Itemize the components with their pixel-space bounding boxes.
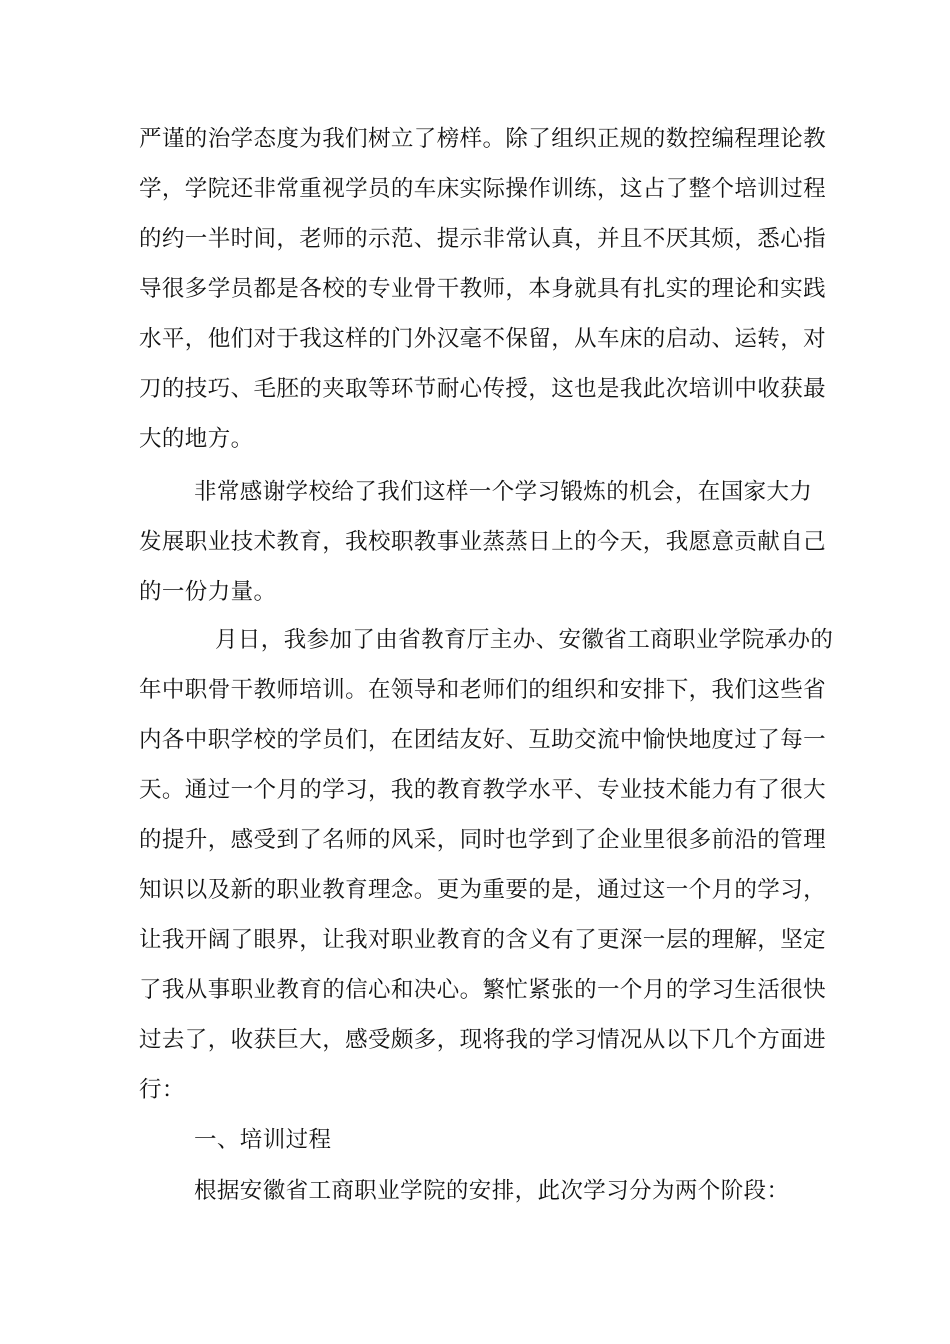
paragraph-line: 的一份力量。	[139, 579, 277, 605]
paragraph-line: 让我开阔了眼界，让我对职业教育的含义有了更深一层的理解，坚定	[139, 927, 827, 953]
paragraph-line: 非常感谢学校给了我们这样一个学习锻炼的机会，在国家大力	[194, 479, 813, 505]
paragraph-line: 月日，我参加了由省教育厅主办、安徽省工商职业学院承办的	[215, 627, 834, 653]
paragraph-line: 水平，他们对于我这样的门外汉毫不保留，从车床的启动、运转，对	[139, 326, 827, 352]
paragraph-line: 的约一半时间，老师的示范、提示非常认真，并且不厌其烦，悉心指	[139, 226, 827, 252]
paragraph-line: 刀的技巧、毛胚的夹取等环节耐心传授，这也是我此次培训中收获最	[139, 376, 827, 402]
paragraph-line: 学，学院还非常重视学员的车床实际操作训练，这占了整个培训过程	[139, 176, 827, 202]
paragraph-line: 过去了，收获巨大，感受颇多，现将我的学习情况从以下几个方面进	[139, 1027, 827, 1053]
paragraph-line: 行：	[139, 1077, 185, 1103]
paragraph-line: 年中职骨干教师培训。在领导和老师们的组织和安排下，我们这些省	[139, 677, 827, 703]
paragraph-line: 根据安徽省工商职业学院的安排，此次学习分为两个阶段：	[194, 1178, 790, 1204]
paragraph-line: 内各中职学校的学员们，在团结友好、互助交流中愉快地度过了每一	[139, 727, 827, 753]
paragraph-line: 知识以及新的职业教育理念。更为重要的是，通过这一个月的学习，	[139, 877, 827, 903]
paragraph-line: 了我从事职业教育的信心和决心。繁忙紧张的一个月的学习生活很快	[139, 977, 827, 1003]
paragraph-line: 导很多学员都是各校的专业骨干教师，本身就具有扎实的理论和实践	[139, 276, 827, 302]
paragraph-line: 发展职业技术教育，我校职教事业蒸蒸日上的今天，我愿意贡献自己	[139, 529, 827, 555]
section-heading: 一、培训过程	[194, 1127, 332, 1153]
paragraph-line: 大的地方。	[139, 426, 254, 452]
paragraph-line: 严谨的治学态度为我们树立了榜样。除了组织正规的数控编程理论教	[139, 126, 827, 152]
paragraph-line: 的提升，感受到了名师的风采，同时也学到了企业里很多前沿的管理	[139, 827, 827, 853]
paragraph-line: 天。通过一个月的学习，我的教育教学水平、专业技术能力有了很大	[139, 777, 827, 803]
